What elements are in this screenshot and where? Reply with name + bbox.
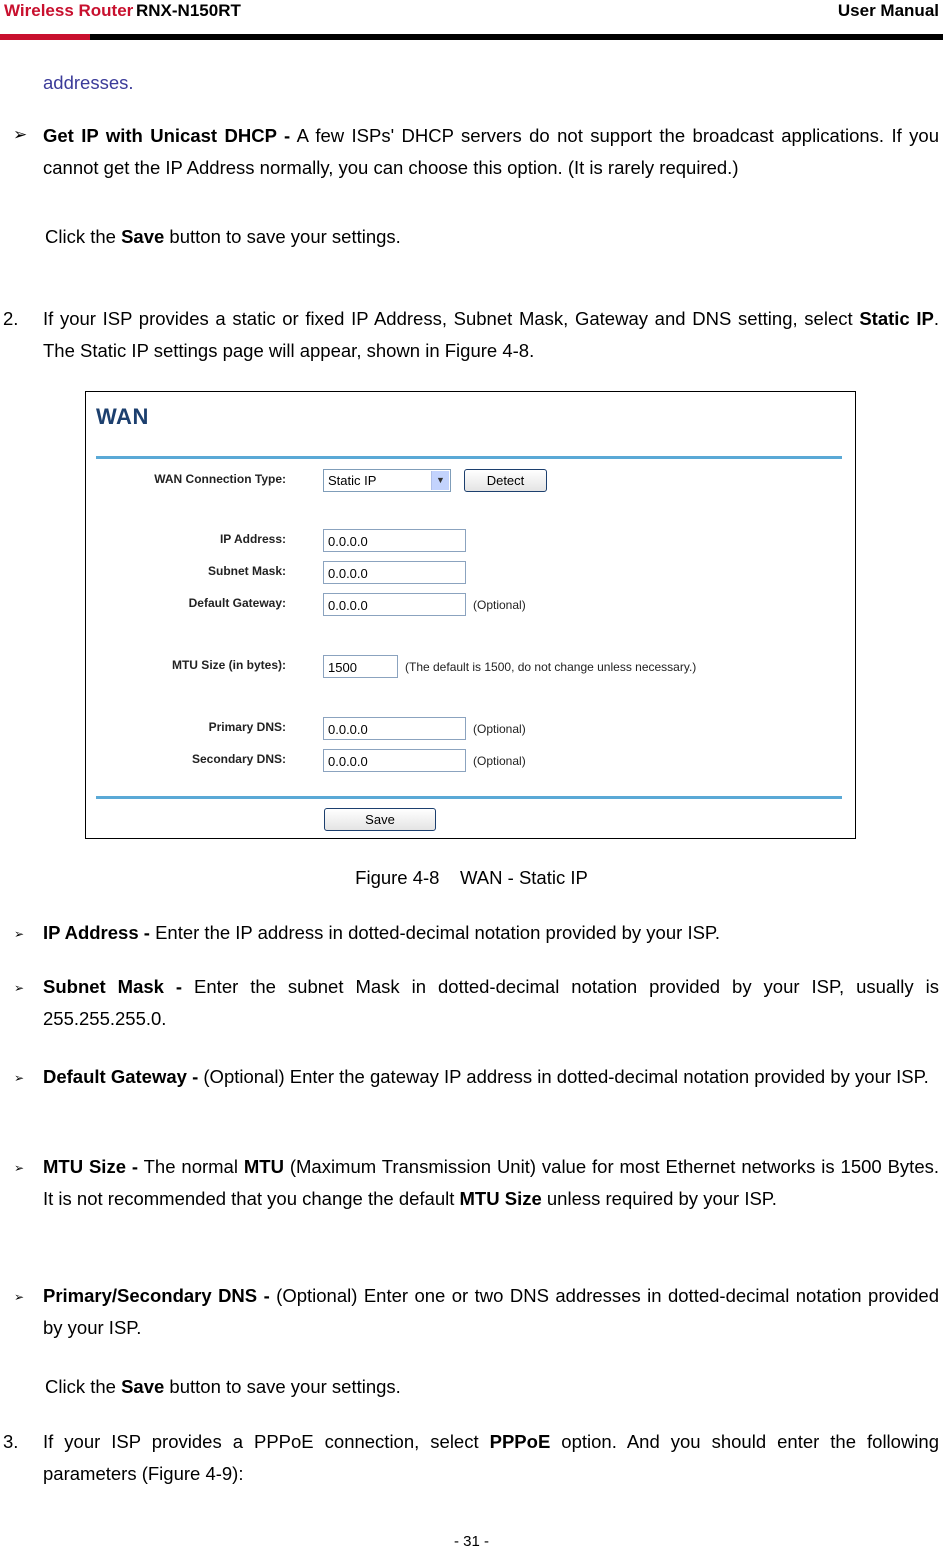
def-dns bbox=[43, 1280, 939, 1344]
wan-bottom-divider bbox=[96, 796, 842, 799]
step-3-pre: If your ISP provides a PPPoE connection, select bbox=[43, 1431, 490, 1452]
step-2-text bbox=[43, 303, 939, 367]
def-mtu-b1: MTU bbox=[243, 1156, 284, 1177]
primary-dns-label: Primary DNS: bbox=[208, 720, 286, 734]
def-default-gateway bbox=[43, 1061, 939, 1093]
def-ip-address-desc: Enter the IP address in dotted-decimal notation provided by your ISP. bbox=[149, 922, 721, 943]
subnet-mask-label: Subnet Mask: bbox=[207, 564, 286, 578]
def-dns-term: Primary/Secondary DNS - bbox=[43, 1285, 270, 1306]
save-note-2-post: button to save your settings. bbox=[164, 1376, 401, 1397]
step-3-number: 3. bbox=[3, 1431, 19, 1452]
unicast-desc: A few ISPs' DHCP servers do not support the broadcast applications. If you cannot get the IP Address normally, you can choose this option. (It is rarely required.) bbox=[43, 125, 940, 178]
secondary-dns-input[interactable]: 0.0.0.0 bbox=[323, 749, 466, 772]
page-header bbox=[0, 0, 943, 40]
save-button[interactable]: Save bbox=[324, 808, 436, 831]
def-mtu-b2: MTU Size bbox=[459, 1188, 542, 1209]
step-3-text bbox=[43, 1426, 939, 1490]
arrow-bullet-icon: ➢ bbox=[14, 1071, 25, 1085]
arrow-bullet-icon: ➢ bbox=[13, 125, 28, 144]
save-note-2 bbox=[45, 1371, 401, 1403]
save-note-2-bold: Save bbox=[121, 1376, 165, 1397]
arrow-bullet-icon: ➢ bbox=[14, 1290, 25, 1304]
def-mtu-size bbox=[43, 1151, 939, 1215]
unicast-term: Get IP with Unicast DHCP - bbox=[43, 125, 291, 146]
mtu-size-input[interactable]: 1500 bbox=[323, 655, 398, 678]
arrow-bullet-icon: ➢ bbox=[14, 981, 25, 995]
secondary-dns-optional-note: (Optional) bbox=[473, 754, 526, 768]
wan-static-ip-figure bbox=[85, 391, 856, 839]
chevron-down-icon[interactable]: ▼ bbox=[431, 471, 449, 490]
header-rule-red bbox=[0, 34, 90, 40]
def-subnet-mask bbox=[43, 971, 939, 1035]
wan-title: WAN bbox=[96, 404, 149, 429]
arrow-bullet-icon: ➢ bbox=[14, 1161, 25, 1175]
def-dns-desc: (Optional) Enter one or two DNS addresses in dotted-decimal notation provided by your ISP. bbox=[43, 1285, 939, 1338]
def-mtu-t2: (Maximum Transmission Unit) value for most Ethernet networks is 1500 Bytes. It is not recommended that you change the default bbox=[43, 1156, 940, 1209]
header-product: Wireless Router bbox=[4, 1, 134, 20]
def-subnet-mask-desc: Enter the subnet Mask in dotted-decimal notation provided by your ISP, usually is 255.255.255.0. bbox=[43, 976, 939, 1029]
mtu-size-label: MTU Size (in bytes): bbox=[171, 658, 286, 672]
header-manual: User Manual bbox=[837, 1, 939, 20]
mtu-note: (The default is 1500, do not change unless necessary.) bbox=[405, 660, 697, 674]
step-2-bold: Static IP bbox=[859, 308, 934, 329]
step-2-post: . The Static IP settings page will appear, shown in Figure 4-8. bbox=[43, 308, 940, 361]
header-model: RNX-N150RT bbox=[136, 1, 241, 20]
intro-tail: addresses. bbox=[43, 72, 134, 93]
primary-dns-input[interactable]: 0.0.0.0 bbox=[323, 717, 466, 740]
def-mtu-t3: unless required by your ISP. bbox=[541, 1188, 777, 1209]
header-rule-black bbox=[90, 34, 943, 40]
def-subnet-mask-term: Subnet Mask - bbox=[43, 976, 183, 997]
def-ip-address-term: IP Address - bbox=[43, 922, 150, 943]
primary-dns-optional-note: (Optional) bbox=[473, 722, 526, 736]
unicast-dhcp-item bbox=[43, 120, 939, 184]
default-gateway-input[interactable]: 0.0.0.0 bbox=[323, 593, 466, 616]
figure-caption: Figure 4-8 WAN - Static IP bbox=[355, 867, 588, 888]
ip-address-label: IP Address: bbox=[219, 532, 286, 546]
step-2-pre: If your ISP provides a static or fixed IP Address, Subnet Mask, Gateway and DNS setting, select bbox=[43, 308, 860, 329]
save-note-2-pre: Click the bbox=[45, 1376, 122, 1397]
def-mtu-t1: The normal bbox=[138, 1156, 244, 1177]
def-default-gateway-desc: (Optional) Enter the gateway IP address in dotted-decimal notation provided by your ISP. bbox=[198, 1066, 929, 1087]
default-gateway-label: Default Gateway: bbox=[188, 596, 286, 610]
save-note-1-post: button to save your settings. bbox=[164, 226, 401, 247]
save-note-1 bbox=[45, 221, 401, 253]
def-default-gateway-term: Default Gateway - bbox=[43, 1066, 199, 1087]
step-3-bold: PPPoE bbox=[489, 1431, 551, 1452]
detect-button[interactable]: Detect bbox=[464, 469, 547, 492]
conn-type-select[interactable] bbox=[323, 469, 451, 492]
ip-address-input[interactable]: 0.0.0.0 bbox=[323, 529, 466, 552]
secondary-dns-label: Secondary DNS: bbox=[191, 752, 286, 766]
def-ip-address bbox=[43, 917, 939, 949]
conn-type-value: Static IP bbox=[328, 473, 377, 488]
def-mtu-term: MTU Size - bbox=[43, 1156, 139, 1177]
conn-type-label: WAN Connection Type: bbox=[154, 472, 286, 486]
save-note-1-pre: Click the bbox=[45, 226, 122, 247]
gateway-optional-note: (Optional) bbox=[473, 598, 526, 612]
step-2-number: 2. bbox=[3, 308, 19, 329]
arrow-bullet-icon: ➢ bbox=[14, 927, 25, 941]
save-note-1-bold: Save bbox=[121, 226, 165, 247]
subnet-mask-input[interactable]: 0.0.0.0 bbox=[323, 561, 466, 584]
wan-top-divider bbox=[96, 456, 842, 459]
step-3-post: option. And you should enter the following parameters (Figure 4-9): bbox=[43, 1431, 939, 1484]
page-number: - 31 - bbox=[453, 1533, 489, 1550]
